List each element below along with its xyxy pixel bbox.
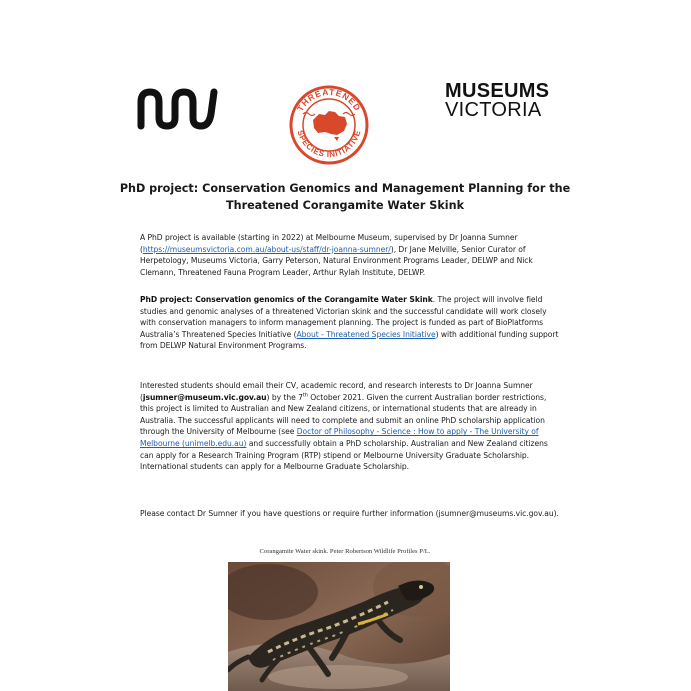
skink-photo-illustration bbox=[228, 562, 450, 691]
contact-email: jsumner@museum.vic.gov.au bbox=[142, 392, 267, 402]
svg-text:THREATENED: THREATENED bbox=[294, 86, 364, 114]
paragraph-application bbox=[140, 380, 560, 473]
p3-superscript: th bbox=[302, 392, 308, 399]
title-line-1: PhD project: Conservation Genomics and Management Planning for the bbox=[119, 182, 571, 195]
p3-text-4: and successfully obtain a PhD scholarship. Australian and New Zealand citizens can apply for a Research Training Program (RTP) stipend or Melbourne University Graduate Scholarship. International students can apply for a Melbourne Graduate Scholarship. bbox=[140, 438, 548, 472]
paragraph-supervisors bbox=[140, 232, 560, 278]
threatened-species-initiative-logo bbox=[287, 84, 371, 166]
mv-logo-icon bbox=[135, 84, 219, 132]
title-line-2: Threatened Corangamite Water Skink bbox=[225, 199, 465, 212]
svg-text:SPECIES INITIATIVE: SPECIES INITIATIVE bbox=[295, 129, 363, 160]
p3-text-2: ) by the 7 bbox=[266, 392, 303, 402]
p4-text-1: Please contact Dr Sumner if you have questions or require further information (jsumner@museums.vic.gov.au). bbox=[140, 509, 559, 518]
paragraph-project-description bbox=[140, 294, 560, 352]
mv-logo bbox=[135, 84, 219, 132]
unimelb-how-to-apply-link[interactable]: Doctor of Philosophy - Science : How to apply - The University of Melbourne (unimelb.edu.au) bbox=[140, 427, 539, 448]
photo-caption: Corangamite Water skink. Peter Robertson Wildlife Profiles P/L. bbox=[259, 548, 431, 555]
skink-photo bbox=[228, 562, 450, 691]
tsi-stamp-icon bbox=[287, 84, 371, 166]
p2-project-heading: PhD project: Conservation genomics of the Corangamite Water Skink bbox=[140, 295, 433, 304]
paragraph-contact bbox=[140, 508, 560, 520]
staff-profile-link[interactable]: https://museumsvictoria.com.au/about-us/staff/dr-joanna-sumner/ bbox=[142, 244, 391, 254]
p1-text-1: A PhD project is available (starting in 2022) at Melbourne Museum, supervised by Dr Joanna Sumner ( bbox=[140, 233, 518, 254]
threatened-species-initiative-link[interactable]: About - Threatened Species Initiative bbox=[296, 329, 436, 339]
document-title bbox=[100, 180, 590, 214]
p3-text-1: Interested students should email their CV, academic record, and research interests to Dr Joanna Sumner ( bbox=[140, 381, 533, 402]
p2-text-2: ) with additional funding support from DELWP Natural Environment Programs. bbox=[140, 329, 559, 351]
p2-text-1: . The project will involve field studies and genomic analyses of a threatened Victorian skink and the successful candidate will work closely with conservation managers to inform management planning. The project is funded as part of BioPlatforms Australia’s Threatened Species Initiative ( bbox=[140, 295, 547, 339]
p1-text-2: ), Dr Jane Melville, Senior Curator of Herpetology, Museums Victoria, Garry Peterson, Natural Environment Programs Leader, DELWP and Nick Clemann, Threatened Fauna Program Leader, Arthur Rylah Institute, DELWP. bbox=[140, 244, 533, 277]
p3-text-3: October 2021. Given the current Australian border restrictions, this project is limited to Australian and New Zealand citizens, or international students that are already in Australia. The successful applicants will need to complete and submit an online PhD scholarship application through the University of Melbourne (see bbox=[140, 392, 547, 437]
museums-victoria-logo-line1: MUSEUMS bbox=[445, 80, 550, 102]
museums-victoria-logo-line2: VICTORIA bbox=[445, 99, 542, 121]
museums-victoria-logo bbox=[445, 82, 549, 120]
